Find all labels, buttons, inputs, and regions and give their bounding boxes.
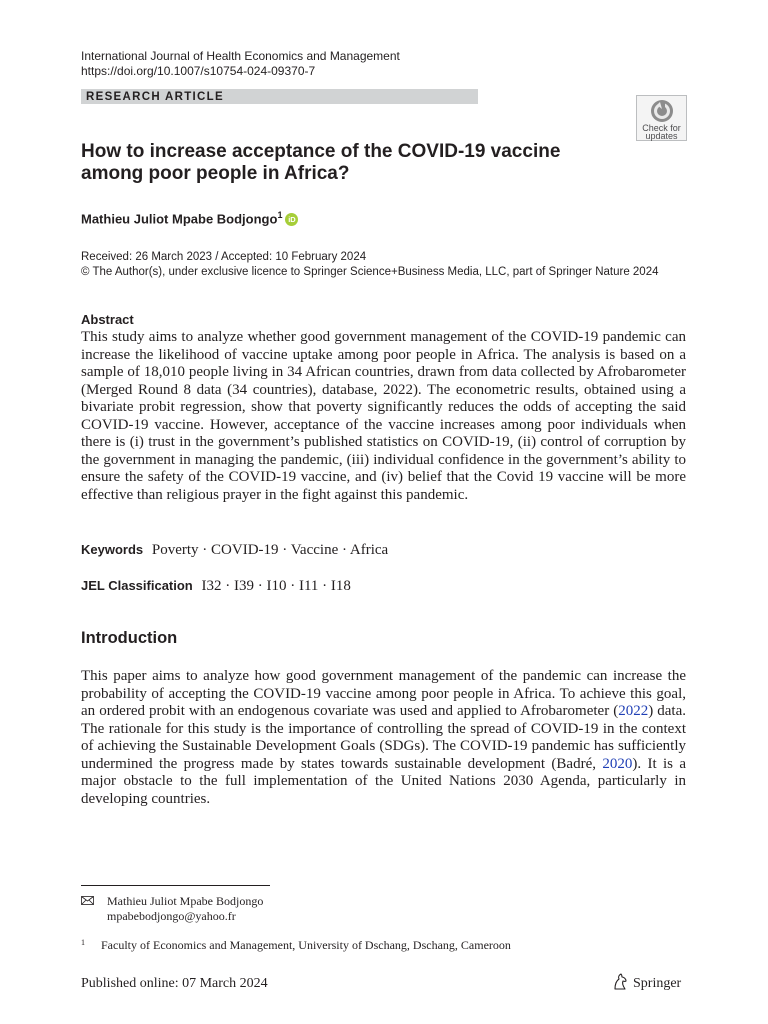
affiliation-footnote	[81, 936, 511, 953]
abstract-heading: Abstract	[81, 312, 134, 327]
abstract-text: This study aims to analyze whether good government management of the COVID-19 pandemic can increase the likelihood of vaccine uptake among poor people in Africa. The analysis is based on a sample of 18,010 people living in 34 African countries, drawn from data collected by Afrobarometer (Merged Round 8 data (34 countries), database, 2022). The econometric results, obtained using a bivariate probit regression, show that poverty significantly reduces the odds of accepting the said COVID-19 vaccine. However, acceptance of the vaccine increases among poor individuals when there is (i) trust in the government’s published statistics on COVID-19, (ii) control of corruption by the government in managing the pandemic, (iii) individual confidence in the government’s ability to ensure the safety of the COVID-19 vaccine, and (iv) belief that the Covid 19 vaccine will be more effective than religious prayer in the fight against this pandemic.	[81, 329, 686, 503]
introduction-heading: Introduction	[81, 629, 178, 647]
jel-row	[81, 577, 351, 596]
intro-part-3: ). It is a major obstacle to the full implementation of the United Nations 2030 Agenda, particularly in developing countries.	[81, 755, 687, 807]
copyright-notice: © The Author(s), under exclusive licence to Springer Science+Business Media, LLC, part of Springer Nature 2024	[81, 266, 659, 278]
journal-doi[interactable]: https://doi.org/10.1007/s10754-024-09370-7	[81, 64, 316, 78]
contact-name: Mathieu Juliot Mpabe Bodjongo	[107, 894, 264, 908]
publisher-name: Springer	[633, 976, 682, 991]
journal-name: International Journal of Health Economics and Management	[81, 49, 400, 63]
springer-horse-icon	[612, 973, 628, 990]
author-line	[81, 207, 298, 227]
orcid-icon[interactable]: iD	[285, 213, 298, 226]
jel-value: I32 · I39 · I10 · I11 · I18	[201, 578, 351, 594]
citation-link-badre[interactable]: 2020	[602, 755, 633, 772]
title-line-1: How to increase acceptance of the COVID-19 vaccine	[81, 141, 561, 162]
intro-part-2: ) data. The rationale for this study is the importance of controlling the spread of COVID-19 in the context of achieving the Sustainable Development Goals (SDGs). The COVID-19 pandemic has sufficiently undermined the progress made by states towards sustainable development (Badré,	[81, 703, 686, 772]
keywords-row	[81, 541, 388, 560]
publisher-logo	[612, 973, 681, 992]
author-affiliation-mark: 1	[277, 210, 283, 220]
title-line-2: among poor people in Africa?	[81, 163, 350, 184]
introduction-text	[81, 668, 686, 808]
keywords-value: Poverty · COVID-19 · Vaccine · Africa	[151, 542, 389, 558]
article-history	[81, 250, 659, 280]
envelope-icon	[81, 896, 94, 905]
affiliation-text: Faculty of Economics and Management, University of Dschang, Dschang, Cameroon	[101, 938, 511, 952]
jel-label: JEL Classification	[81, 578, 193, 593]
author-name: Mathieu Juliot Mpabe Bodjongo	[81, 211, 278, 227]
intro-part-1: This paper aims to analyze how good government management of the pandemic can increase the probability of accepting the COVID-19 vaccine among poor people in Africa. To achieve this goal, an ordered probit with an endogenous covariate was used and applied to Afrobarometer (	[81, 668, 686, 719]
citation-link-afrobarometer[interactable]: 2022	[618, 703, 649, 719]
contact-email[interactable]: mpabebodjongo@yahoo.fr	[107, 908, 236, 923]
article-type-label: RESEARCH ARTICLE	[86, 91, 224, 103]
check-for-updates-icon	[650, 99, 674, 123]
received-accepted-dates: Received: 26 March 2023 / Accepted: 10 February 2024	[81, 251, 367, 263]
affiliation-mark: 1	[81, 938, 85, 947]
keywords-label: Keywords	[81, 542, 144, 557]
check-for-updates-button[interactable]	[636, 95, 687, 141]
article-title	[81, 141, 601, 185]
published-online-date: Published online: 07 March 2024	[81, 976, 268, 991]
footnote-divider	[81, 885, 270, 886]
check-for-updates-line2: updates	[645, 131, 678, 141]
journal-header	[81, 49, 400, 79]
check-for-updates-line1: Check for	[642, 123, 681, 133]
